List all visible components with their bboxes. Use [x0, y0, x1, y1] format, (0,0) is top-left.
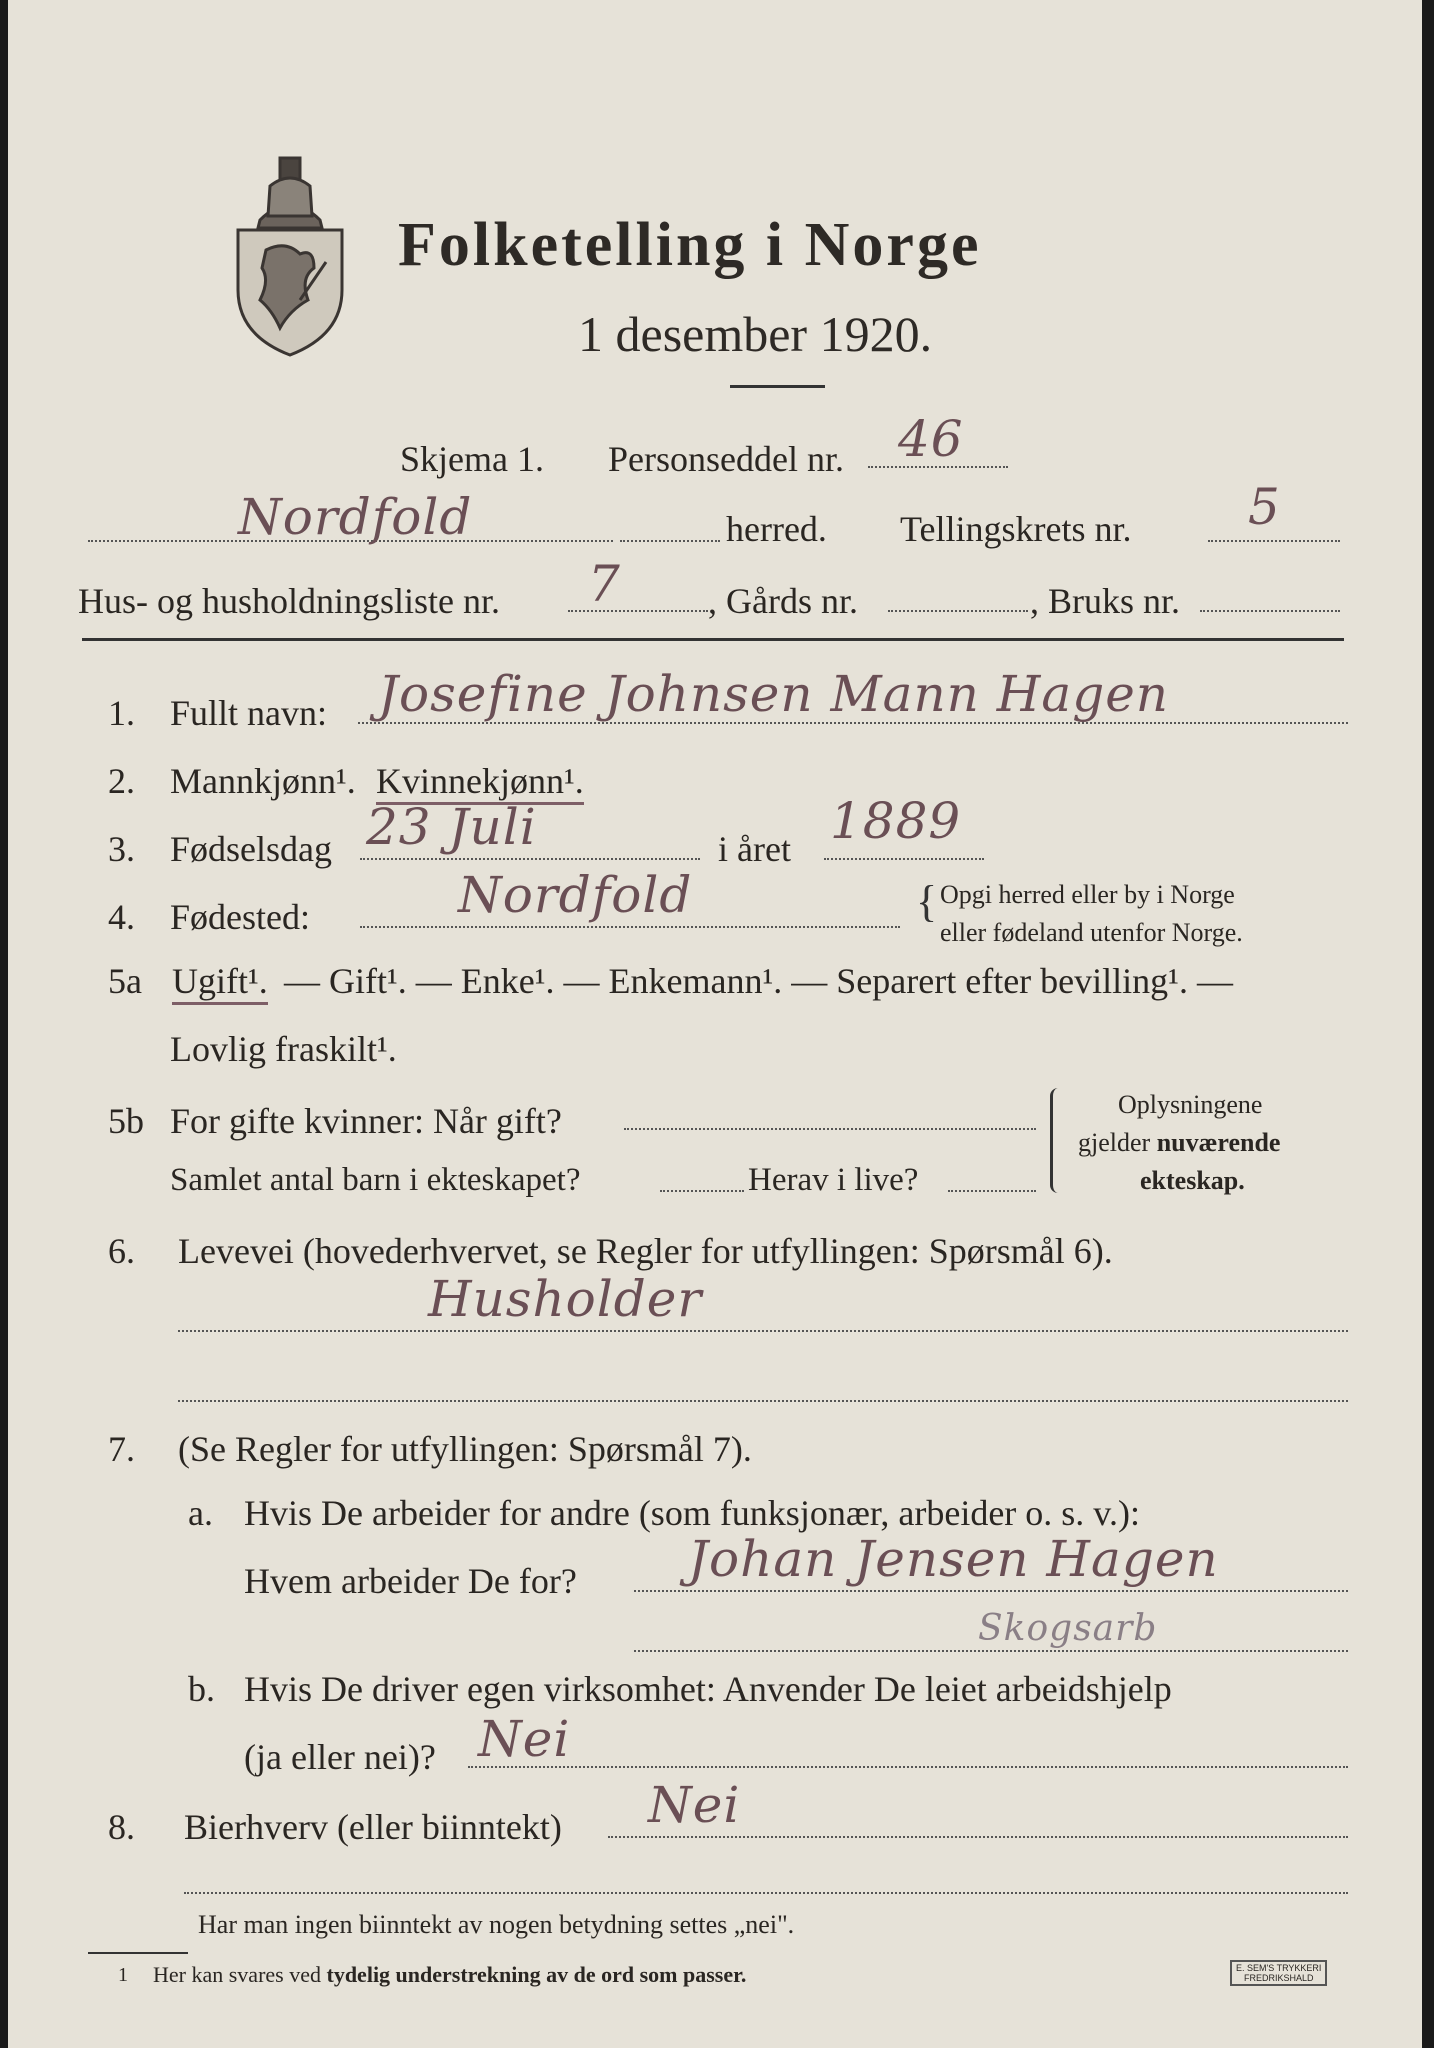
- q5a-options[interactable]: — Gift¹. — Enke¹. — Enkemann¹. — Separert efter bevilling¹. —: [284, 961, 1233, 1001]
- q5b-brace: [1050, 1088, 1063, 1193]
- q7-label: (Se Regler for utfyllingen: Spørsmål 7).: [178, 1429, 752, 1469]
- q7-number: 7.: [108, 1429, 135, 1469]
- q6-number: 6.: [108, 1231, 135, 1271]
- coat-of-arms-icon: [230, 150, 350, 360]
- skjema-label: Skjema 1.: [400, 439, 544, 479]
- employer-value[interactable]: Johan Jensen Hagen: [688, 1530, 1219, 1588]
- q5b-line-1: For gifte kvinner: Når gift?: [170, 1101, 562, 1141]
- bruks-label: , Bruks nr.: [1030, 581, 1181, 621]
- q3-number: 3.: [108, 829, 135, 869]
- footer-note: Har man ingen biinntekt av nogen betydning settes „nei".: [198, 1910, 795, 1939]
- footnote-text-b: tydelig understrekning av de ord som passer.: [326, 1962, 747, 1987]
- nar-gift-line[interactable]: [624, 1128, 1036, 1130]
- q7a-line-1: Hvis De arbeider for andre (som funksjonær, arbeider o. s. v.):: [244, 1493, 1140, 1533]
- form-title: Folketelling i Norge: [398, 211, 982, 279]
- hired-help-value[interactable]: Nei: [478, 1710, 571, 1768]
- q6-line-1: [178, 1330, 1348, 1332]
- q7b-letter: b.: [188, 1669, 215, 1709]
- q3-label: Fødselsdag: [170, 829, 332, 869]
- q5a-ugift[interactable]: Ugift¹.: [172, 960, 268, 1005]
- q3-year-label: i året: [718, 829, 791, 869]
- q7a-line-2-dots: [634, 1650, 1348, 1652]
- personseddel-value[interactable]: 46: [898, 410, 964, 468]
- tellingskrets-line: [1208, 540, 1340, 542]
- q5b-line-2a: Samlet antal barn i ekteskapet?: [170, 1162, 581, 1198]
- gards-line[interactable]: [888, 610, 1028, 612]
- q8-number: 8.: [108, 1807, 135, 1847]
- q7a-line: [634, 1590, 1348, 1592]
- q8-line-2[interactable]: [184, 1892, 1348, 1894]
- q4-label: Fødested:: [170, 897, 310, 937]
- q4-note-2: eller fødeland utenfor Norge.: [940, 918, 1243, 947]
- birthplace-value[interactable]: Nordfold: [458, 866, 693, 924]
- barn-line[interactable]: [660, 1190, 744, 1192]
- q2-number: 2.: [108, 761, 135, 801]
- birthday-value[interactable]: 23 Juli: [366, 798, 537, 856]
- hus-value[interactable]: 7: [588, 555, 621, 613]
- full-name-value[interactable]: Josefine Johnsen Mann Hagen: [378, 665, 1169, 723]
- q5a-number: 5a: [108, 961, 142, 1001]
- printer-stamp-line-2: FREDRIKSHALD: [1243, 1973, 1314, 1983]
- census-date: 1 desember 1920.: [578, 306, 933, 362]
- footnote-number: 1: [118, 1964, 128, 1986]
- tellingskrets-label: Tellingskrets nr.: [900, 509, 1132, 549]
- q3-day-line: [360, 858, 700, 860]
- q5b-note-2a: gjelder: [1078, 1128, 1151, 1157]
- i-live-line[interactable]: [948, 1190, 1036, 1192]
- q7a-line-2: Hvem arbeider De for?: [244, 1561, 577, 1601]
- printer-stamp-line-1: E. SEM'S TRYKKERI: [1236, 1963, 1322, 1973]
- q4-number: 4.: [108, 897, 135, 937]
- printer-stamp: [1230, 1960, 1327, 1986]
- q7b-line-2: (ja eller nei)?: [244, 1737, 436, 1777]
- header-rule: [82, 638, 1344, 641]
- footnote-text-a: Her kan svares ved: [153, 1962, 321, 1987]
- occupation-value[interactable]: Husholder: [428, 1270, 703, 1328]
- personseddel-label: Personseddel nr.: [608, 439, 844, 479]
- q8-line: [608, 1836, 1348, 1838]
- q1-label: Fullt navn:: [170, 693, 328, 733]
- herred-value[interactable]: Nordfold: [238, 488, 473, 546]
- q4-note-1: Opgi herred eller by i Norge: [940, 880, 1235, 909]
- q5b-note-3: ekteskap.: [1140, 1166, 1245, 1195]
- q4-brace: {: [916, 877, 938, 926]
- side-income-value[interactable]: Nei: [648, 1776, 741, 1834]
- title-divider: [730, 385, 825, 388]
- gards-label: , Gårds nr.: [708, 581, 858, 621]
- bruks-line[interactable]: [1200, 610, 1340, 612]
- q5b-number: 5b: [108, 1101, 144, 1141]
- q7b-line: [468, 1766, 1348, 1768]
- q4-line: [360, 926, 900, 928]
- q6-line-2[interactable]: [178, 1400, 1348, 1402]
- footnote-divider: [88, 1952, 188, 1954]
- employer-note[interactable]: Skogsarb: [978, 1608, 1158, 1649]
- q7b-line-1: Hvis De driver egen virksomhet: Anvender De leiet arbeidshjelp: [244, 1669, 1172, 1709]
- q8-label: Bierhverv (eller biinntekt): [184, 1807, 562, 1847]
- q5b-line-2b: Herav i live?: [748, 1162, 919, 1198]
- herred-line-2: [620, 540, 720, 542]
- herred-label: herred.: [726, 509, 827, 549]
- q1-number: 1.: [108, 693, 135, 733]
- q5b-note-1: Oplysningene: [1118, 1090, 1263, 1119]
- q5b-note-2b: nuværende: [1156, 1128, 1281, 1157]
- birth-year-value[interactable]: 1889: [830, 792, 962, 850]
- q7a-letter: a.: [188, 1493, 213, 1533]
- hus-label: Hus- og husholdningsliste nr.: [78, 581, 501, 621]
- q2-mann[interactable]: Mannkjønn¹.: [170, 761, 356, 801]
- q3-year-line: [824, 858, 984, 860]
- tellingskrets-value[interactable]: 5: [1248, 478, 1281, 536]
- q5a-fraskilt[interactable]: Lovlig fraskilt¹.: [170, 1029, 397, 1069]
- q2-kvinne[interactable]: Kvinnekjønn¹.: [376, 760, 584, 805]
- census-form: [8, 0, 1422, 2048]
- q6-label: Levevei (hovederhvervet, se Regler for utfyllingen: Spørsmål 6).: [178, 1231, 1113, 1271]
